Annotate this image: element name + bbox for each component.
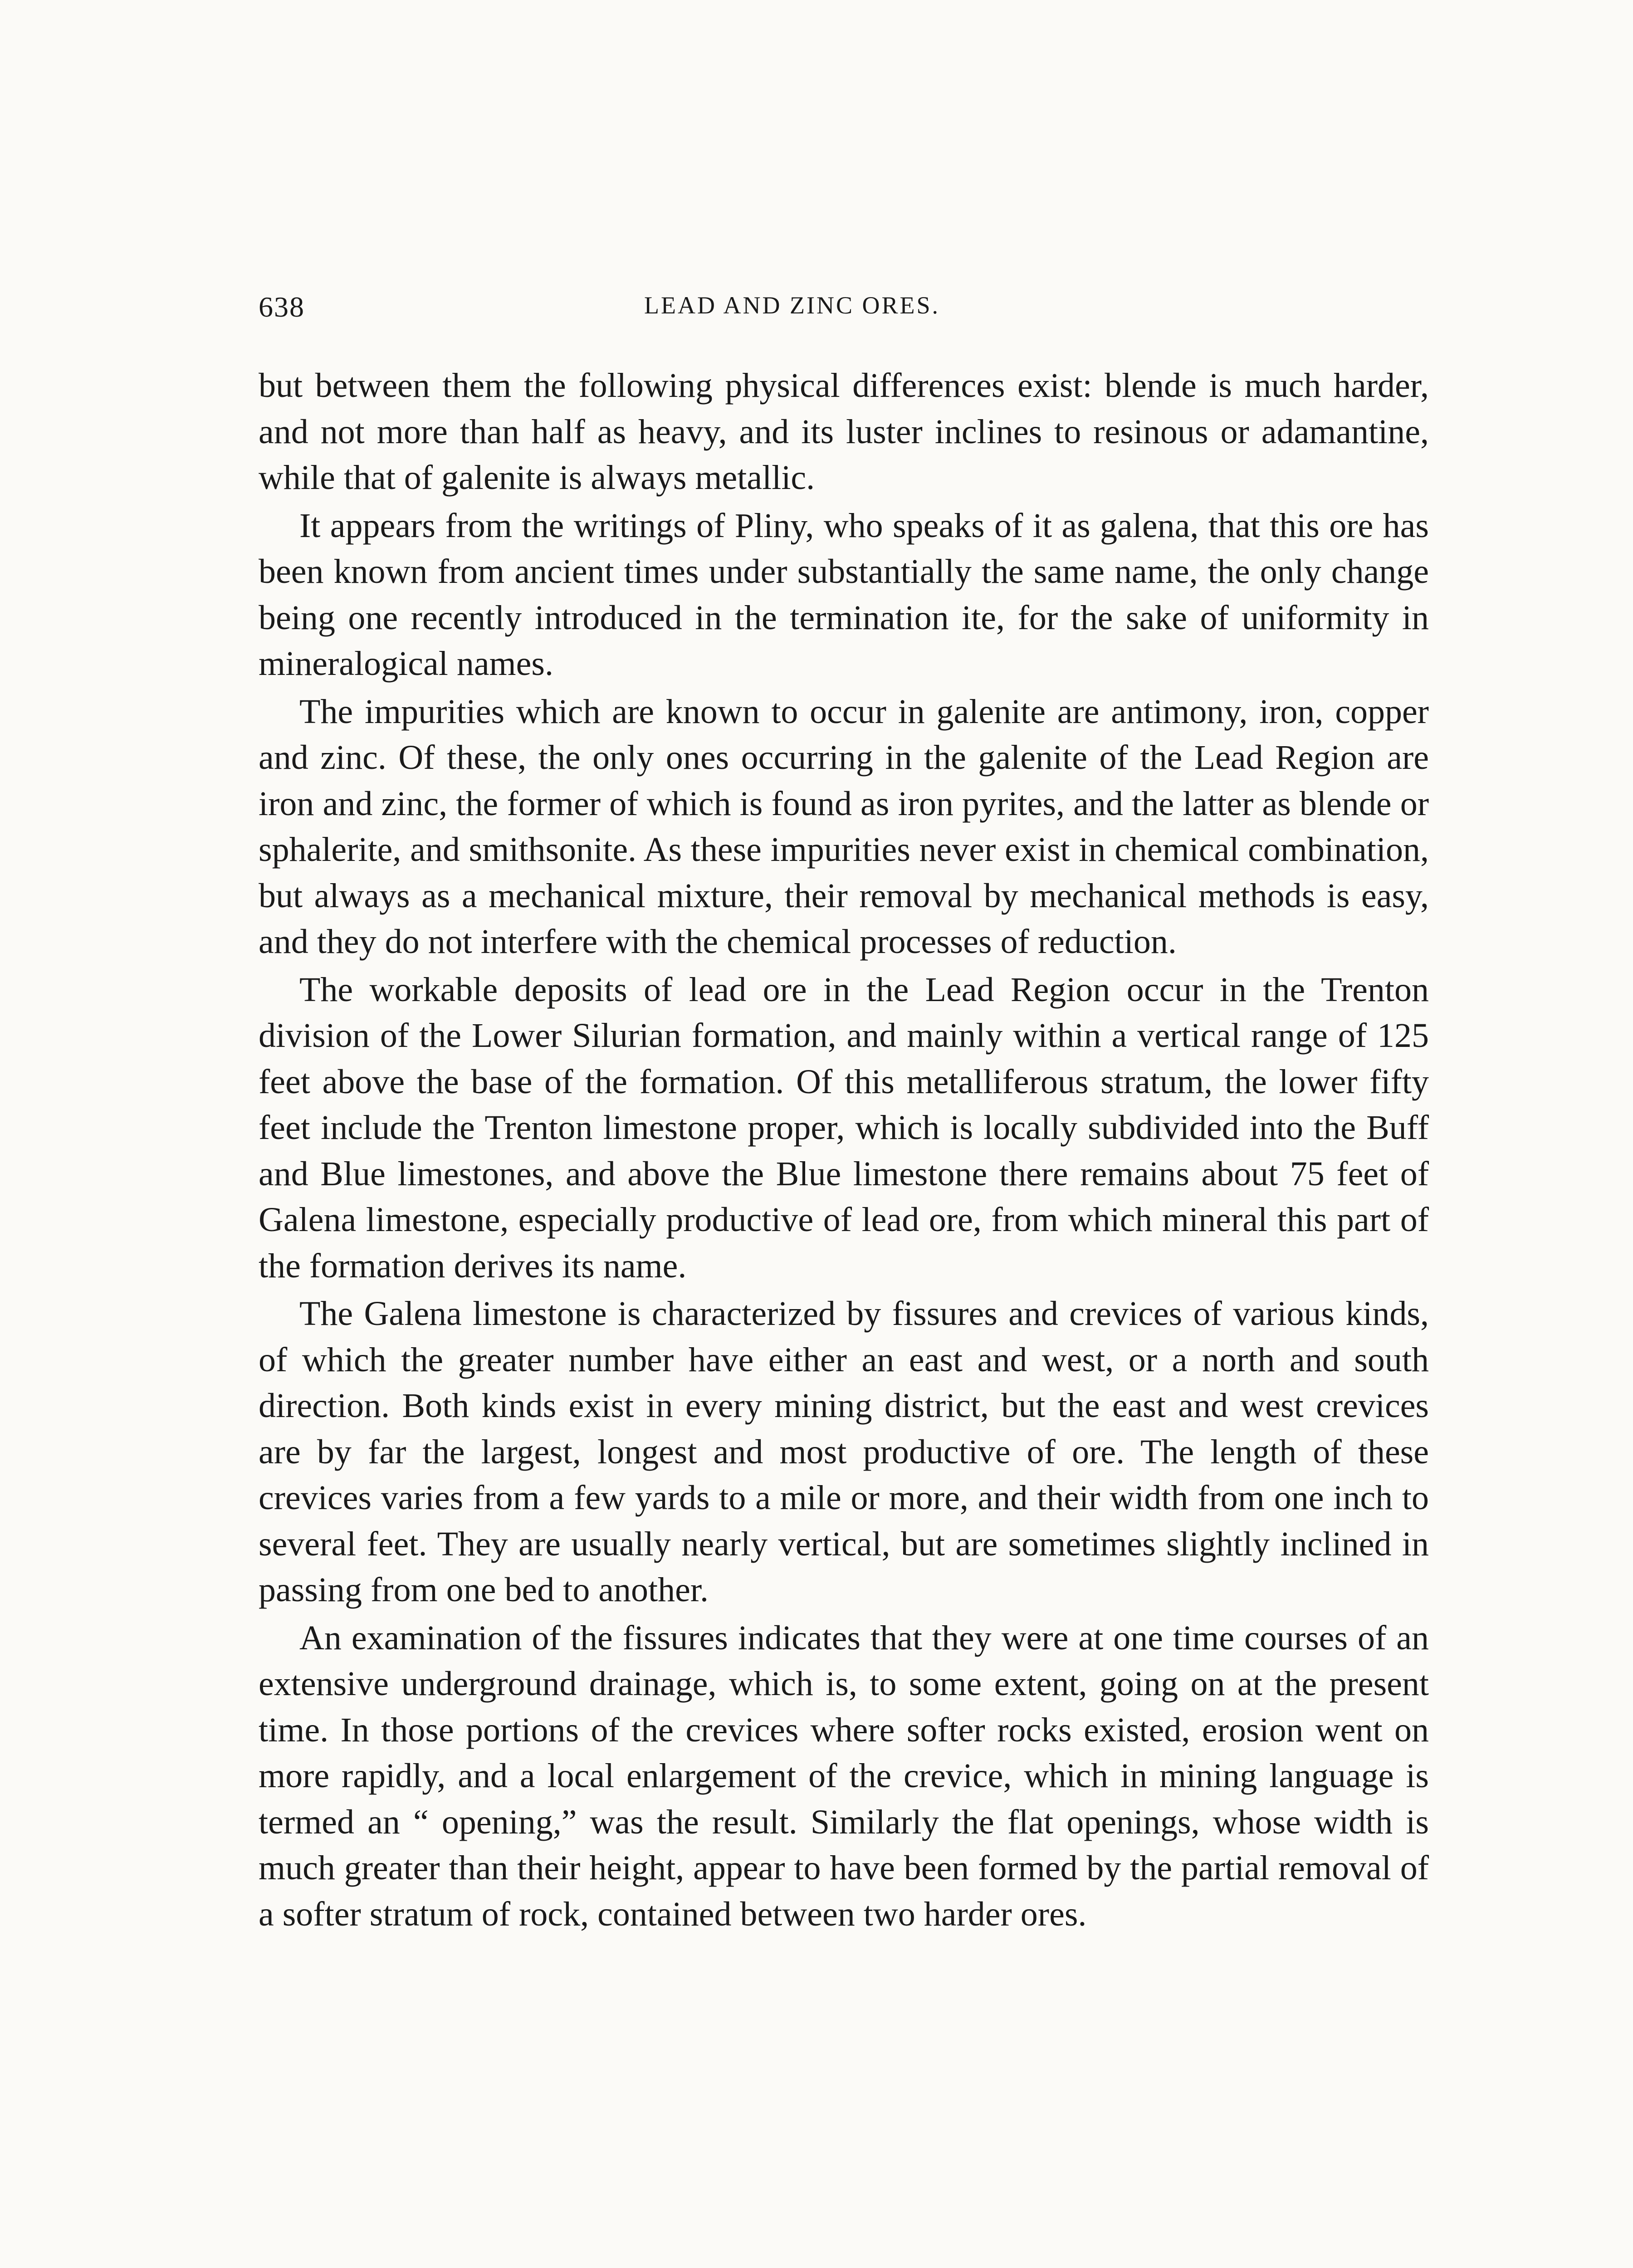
- paragraph-pliny: It appears from the writings of Pliny, who speaks of it as galena, that this ore has been known from ancient times under substantially the same name, the only change being one recently introduced in the termination ite, for the sake of uniformity in mineralogical names.: [259, 506, 1429, 683]
- paragraph-galena-limestone: The Galena limestone is characterized by fissures and crevices of various kinds, of which the greater number have either an east and west, or a north and south direction. Both kinds exist in every mining district, but the east and west crevices are by far the largest, longest and most productive of ore. The length of these crevices varies from a few yards to a mile or more, and their width from one inch to several feet. They are usually nearly vertical, but are sometimes slightly inclined in passing from one bed to another.: [259, 1295, 1429, 1609]
- paragraph-continuation: but between them the following physical differences exist: blende is much harder, and not more than half as heavy, and its luster inclines to resinous or adamantine, while that of galenite is always metallic.: [259, 367, 1429, 497]
- paragraph-deposits: The workable deposits of lead ore in the Lead Region occur in the Trenton division of the Lower Silurian formation, and mainly within a vertical range of 125 feet above the base of the formation. Of this metalliferous stratum, the lower fifty feet include the Trenton limestone proper, which is locally subdivided into the Buff and Blue limestones, and above the Blue limestone there remains about 75 feet of Galena limestone, especially productive of lead ore, from which mineral this part of the formation derives its name.: [259, 970, 1429, 1285]
- paragraph-impurities: The impurities which are known to occur in galenite are antimony, iron, copper and zinc. Of these, the only ones occurring in the galenite of the Lead Region are iron and zinc, the former of which is found as iron pyrites, and the latter as blende or sphalerite, and smithsonite. As these impurities never exist in chemical combination, but always as a mechanical mixture, their removal by mechanical methods is easy, and they do not interfere with the chemical processes of reduction.: [259, 692, 1429, 961]
- body-text: [259, 363, 1429, 1937]
- paragraph-fissures: An examination of the fissures indicates that they were at one time courses of an extensive underground drainage, which is, to some extent, going on at the present time. In those portions of the crevices where softer rocks existed, erosion went on more rapidly, and a local enlargement of the crevice, which in mining language is termed an “ opening,” was the result. Similarly the flat openings, whose width is much greater than their height, appear to have been formed by the partial removal of a softer stratum of rock, contained between two harder ores.: [259, 1618, 1429, 1933]
- running-title: LEAD AND ZINC ORES.: [644, 292, 940, 319]
- running-head: [259, 290, 1429, 331]
- page-number: 638: [259, 291, 305, 323]
